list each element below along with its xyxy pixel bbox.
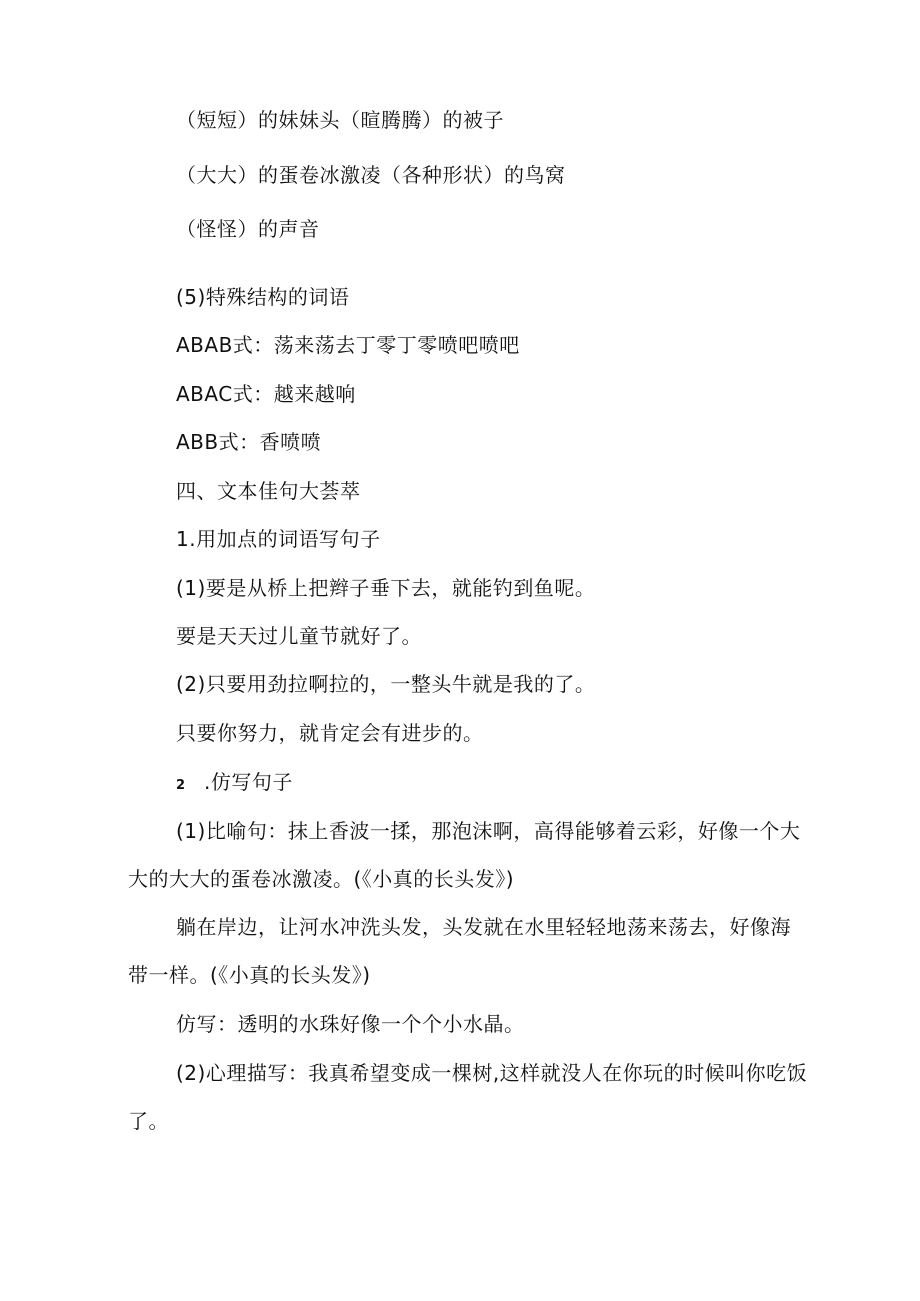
section-heading-sentences: 四、文本佳句大荟萃 xyxy=(176,479,361,503)
psychology-sentence-line-2: 了。 xyxy=(128,1109,169,1133)
subheading-write-sentences: 1.用加点的词语写句子 xyxy=(176,527,381,551)
section-heading-special-structure: (5)特殊结构的词语 xyxy=(176,285,350,309)
abac-pattern-line: ABAC式：越来越响 xyxy=(176,382,356,406)
practice-sentence-1: 要是天天过儿童节就好了。 xyxy=(176,624,422,648)
metaphor-example-line-2: 带一样。(《小真的长头发》) xyxy=(128,963,371,987)
example-sentence-2: (2)只要用劲拉啊拉的，一整头牛就是我的了。 xyxy=(176,672,596,696)
metaphor-sentence-line-2: 大的大大的蛋卷冰激凌。(《小真的长头发》) xyxy=(128,867,515,891)
metaphor-sentence-line-1: (1)比喻句：抹上香波一揉，那泡沫啊，高得能够着云彩，好像一个大 xyxy=(176,819,801,843)
imitation-answer: 仿写：透明的水珠好像一个个小水晶。 xyxy=(176,1012,525,1036)
practice-sentence-2: 只要你努力，就肯定会有进步的。 xyxy=(176,721,484,745)
abab-pattern-line: ABAB式：荡来荡去丁零丁零喷吧喷吧 xyxy=(176,333,520,357)
psychology-sentence-line-1: (2)心理描写：我真希望变成一棵树,这样就没人在你玩的时候叫你吃饭 xyxy=(176,1061,808,1085)
adjective-noun-phrase-3: （怪怪）的声音 xyxy=(176,217,320,241)
example-sentence-1: (1)要是从桥上把辫子垂下去，就能钓到鱼呢。 xyxy=(176,576,596,600)
adjective-noun-phrase-2: （大大）的蛋卷冰激凌（各种形状）的鸟窝 xyxy=(176,163,566,187)
abb-pattern-line: ABB式：香喷喷 xyxy=(176,430,322,454)
subheading-number: 2 xyxy=(176,778,186,793)
subheading-imitate-sentences xyxy=(176,768,293,800)
subheading-text: .仿写句子 xyxy=(204,770,293,794)
metaphor-example-line-1: 躺在岸边，让河水冲洗头发，头发就在水里轻轻地荡来荡去，好像海 xyxy=(176,915,791,939)
adjective-noun-phrase-1: （短短）的妹妹头（暄腾腾）的被子 xyxy=(176,108,504,132)
